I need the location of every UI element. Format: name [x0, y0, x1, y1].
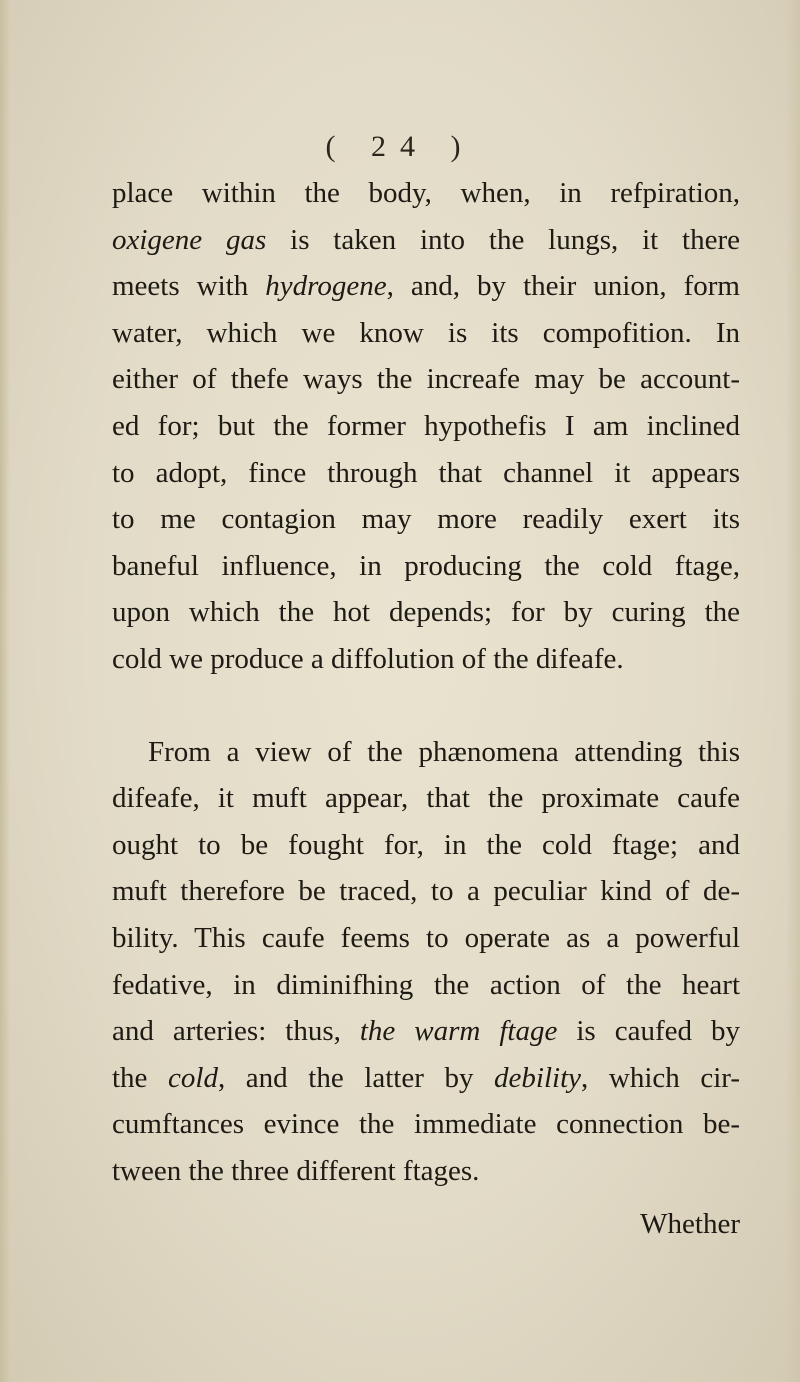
- text-line: oxigene gas is taken into the lungs, it there: [112, 223, 740, 256]
- text-line: ought to be fought for, in the cold ftage; and: [112, 828, 740, 861]
- italic-term: hydrogene: [265, 270, 387, 303]
- italic-term: the warm ftage: [359, 1015, 558, 1048]
- text-line: baneful influence, in producing the cold ftage,: [112, 549, 740, 582]
- italic-term: debility: [494, 1061, 582, 1094]
- text-line: difeafe, it muft appear, that the proximate caufe: [112, 782, 740, 815]
- text-line: From a view of the phænomena attending this: [148, 735, 740, 768]
- text-line: meets with hydrogene, and, by their union, form: [112, 270, 740, 303]
- text-line: to adopt, fince through that channel it appears: [112, 456, 740, 489]
- text-line: fedative, in diminifhing the action of the heart: [112, 968, 740, 1001]
- body-text: [112, 170, 740, 1194]
- italic-term: oxigene gas: [112, 223, 267, 256]
- text-line: ed for; but the former hypothefis I am inclined: [112, 409, 740, 442]
- catchword: Whether: [640, 1208, 740, 1240]
- text-line: bility. This caufe feems to operate as a powerful: [112, 921, 740, 954]
- text-line: muft therefore be traced, to a peculiar kind of de-: [112, 875, 740, 908]
- text-line: either of thefe ways the increafe may be account-: [112, 363, 740, 396]
- text-line: and arteries: thus, the warm ftage is caufed by: [112, 1015, 740, 1048]
- italic-term: cold: [168, 1061, 218, 1094]
- text-line: cold we produce a diffolution of the difeafe.: [112, 642, 624, 675]
- page-edge-left: [0, 0, 10, 1382]
- text-line: water, which we know is its compofition. In: [112, 316, 740, 349]
- text-line: to me contagion may more readily exert its: [112, 503, 740, 536]
- text-line: upon which the hot depends; for by curing the: [112, 596, 740, 629]
- page-edge-right: [786, 0, 800, 1382]
- page-number: ( 24 ): [325, 130, 475, 163]
- text-line: cumftances evince the immediate connection be-: [112, 1108, 740, 1141]
- text-line: tween the three different ftages.: [112, 1154, 480, 1187]
- paragraph-gap: [112, 683, 740, 729]
- text-line: the cold, and the latter by debility, which cir-: [112, 1061, 740, 1094]
- text-line: place within the body, when, in refpiration,: [112, 177, 740, 209]
